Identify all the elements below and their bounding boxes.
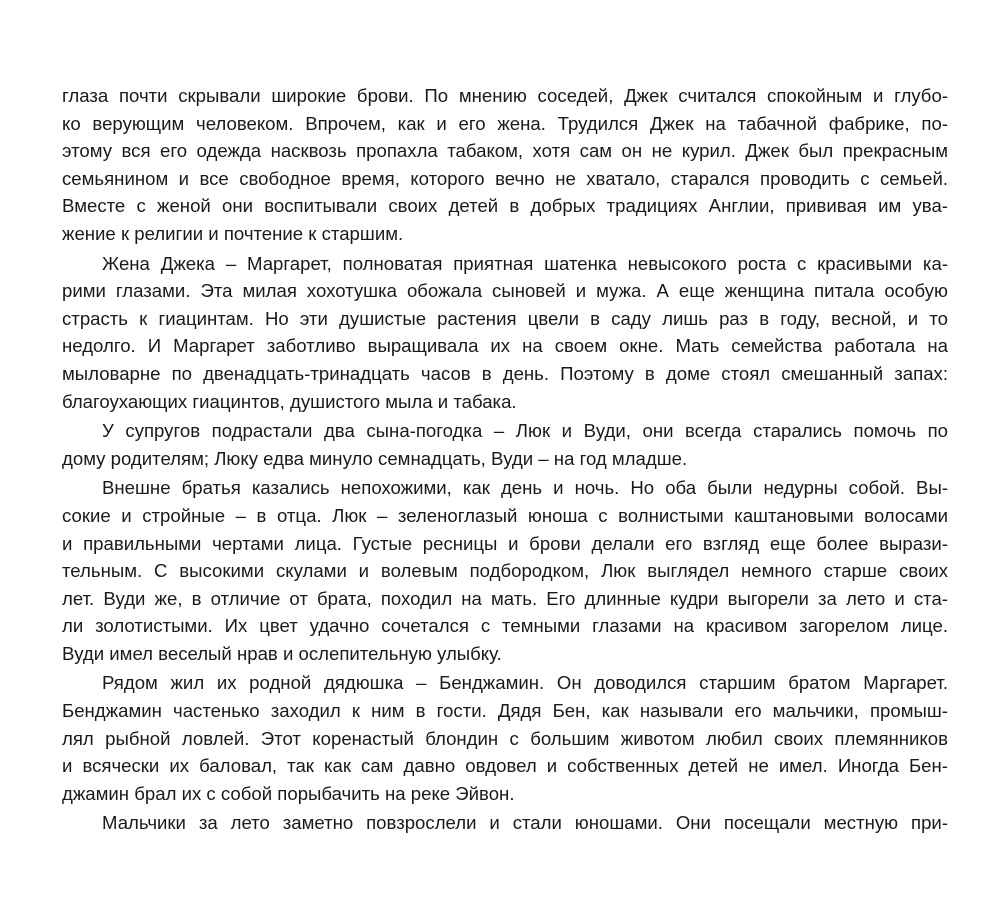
text-line: Внешне братья казались непохожими, как день и ночь. Но оба были недурны собой. Вы- [102, 477, 948, 499]
text-line: сокие и стройные – в отца. Люк – зеленоглазый юноша с волнистыми каштановыми волосами [62, 504, 948, 526]
paragraph [62, 250, 948, 416]
text-line: Вуди имел веселый нрав и ослепительную улыбку. [62, 642, 502, 664]
text-line: жение к религии и почтение к старшим. [62, 222, 404, 244]
paragraph [62, 809, 948, 837]
text-line: У супругов подрастали два сына-погодка – Люк и Вуди, они всегда старались помочь по [102, 420, 948, 442]
text-line: рими глазами. Эта милая хохотушка обожала сыновей и мужа. А еще женщина питала особую [62, 280, 948, 302]
paragraph [62, 82, 948, 248]
text-line: дому родителям; Люку едва минуло семнадцать, Вуди – на год младше. [62, 447, 688, 469]
text-line: Вместе с женой они воспитывали своих детей в добрых традициях Англии, прививая им ува- [62, 195, 948, 217]
text-line: и правильными чертами лица. Густые ресницы и брови делали его взгляд еще более вырази- [62, 532, 948, 554]
text-line: лет. Вуди же, в отличие от брата, походил на мать. Его длинные кудри выгорели за лето и ста- [62, 587, 948, 609]
text-line: ли золотистыми. Их цвет удачно сочетался с темными глазами на красивом загорелом лице. [62, 615, 948, 637]
text-line: этому вся его одежда насквозь пропахла табаком, хотя сам он не курил. Джек был прекрасным [62, 140, 948, 162]
text-line: тельным. С высокими скулами и волевым подбородком, Люк выглядел немного старше своих [62, 560, 948, 582]
text-line: благоухающих гиацинтов, душистого мыла и табака. [62, 390, 517, 412]
text-line: ко верующим человеком. Впрочем, как и его жена. Трудился Джек на табачной фабрике, по- [62, 112, 948, 134]
paragraph [62, 474, 948, 667]
document-page [62, 82, 948, 839]
text-line: лял рыбной ловлей. Этот коренастый блондин с большим животом любил своих племянников [62, 727, 948, 749]
text-line: семьянином и все свободное время, которого вечно не хватало, старался проводить с семьей. [62, 167, 948, 189]
text-line: страсть к гиацинтам. Но эти душистые растения цвели в саду лишь раз в году, весной, и то [62, 307, 948, 329]
text-line: Бенджамин частенько заходил к ним в гости. Дядя Бен, как называли его мальчики, промыш- [62, 700, 948, 722]
paragraph [62, 417, 948, 472]
text-line: Жена Джека – Маргарет, полноватая приятная шатенка невысокого роста с красивыми ка- [102, 252, 948, 274]
paragraph [62, 669, 948, 807]
text-line: и всячески их баловал, так как сам давно овдовел и собственных детей не имел. Иногда Бен- [62, 755, 948, 777]
text-line: Мальчики за лето заметно повзрослели и стали юношами. Они посещали местную при- [102, 812, 948, 834]
text-line: мыловарне по двенадцать-тринадцать часов в день. Поэтому в доме стоял смешанный запах: [62, 362, 948, 384]
text-line: Рядом жил их родной дядюшка – Бенджамин. Он доводился старшим братом Маргарет. [102, 672, 948, 694]
text-line: глаза почти скрывали широкие брови. По мнению соседей, Джек считался спокойным и глубо- [62, 85, 948, 106]
text-line: недолго. И Маргарет заботливо выращивала их на своем окне. Мать семейства работала на [62, 335, 948, 357]
text-line: джамин брал их с собой порыбачить на реке Эйвон. [62, 782, 515, 804]
